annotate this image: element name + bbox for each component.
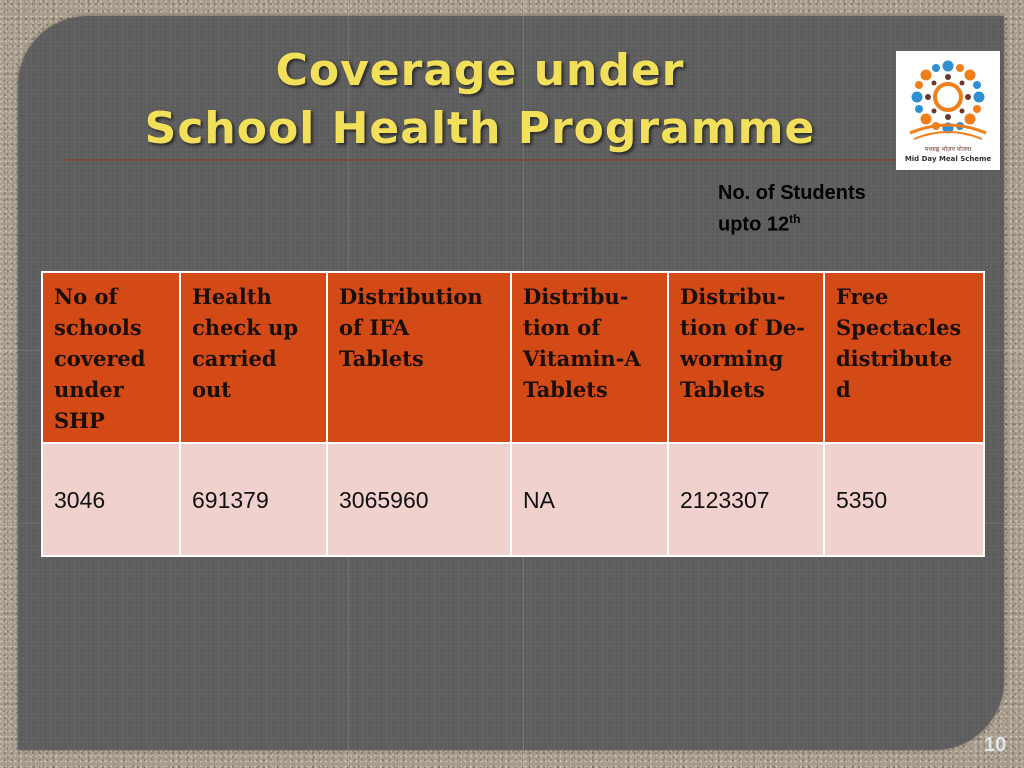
table-header-row (42, 272, 984, 443)
slide-title-line-2: School Health Programme (144, 103, 816, 154)
title-divider (66, 159, 896, 161)
students-note-line-2 (718, 206, 918, 238)
cell-ifa-tablets: 3065960 (327, 443, 511, 556)
students-note-text: upto 12 (718, 213, 790, 236)
mid-day-meal-logo (896, 51, 1000, 170)
table-row (42, 443, 984, 556)
header-health-checkup: Health check up carried out (180, 272, 327, 443)
header-deworming-tablets: Distribu-tion of De-worming Tablets (668, 272, 824, 443)
students-note-superscript: th (789, 212, 801, 226)
cell-deworming-tablets: 2123307 (668, 443, 824, 556)
header-free-spectacles: Free Spectacles distribute d (824, 272, 984, 443)
cell-free-spectacles: 5350 (824, 443, 984, 556)
coverage-table (41, 271, 985, 557)
header-schools-covered: No of schools covered under SHP (42, 272, 180, 443)
logo-caption-english: Mid Day Meal Scheme (904, 155, 992, 163)
students-note-line-1: No. of Students (718, 182, 866, 204)
header-ifa-tablets: Distribution of IFA Tablets (327, 272, 511, 443)
slide-title-line-1: Coverage under (275, 45, 685, 96)
page-number: 10 (984, 734, 1007, 756)
students-note (718, 180, 918, 238)
cell-health-checkup: 691379 (180, 443, 327, 556)
cell-schools-covered: 3046 (42, 443, 180, 556)
mid-day-meal-emblem-icon (896, 51, 1000, 143)
logo-caption-hindi: मध्याह्न भोजन योजना (924, 146, 972, 153)
cell-vitamin-a-tablets: NA (511, 443, 668, 556)
slide-title (60, 42, 900, 158)
header-vitamin-a-tablets: Distribu-tion of Vitamin-A Tablets (511, 272, 668, 443)
